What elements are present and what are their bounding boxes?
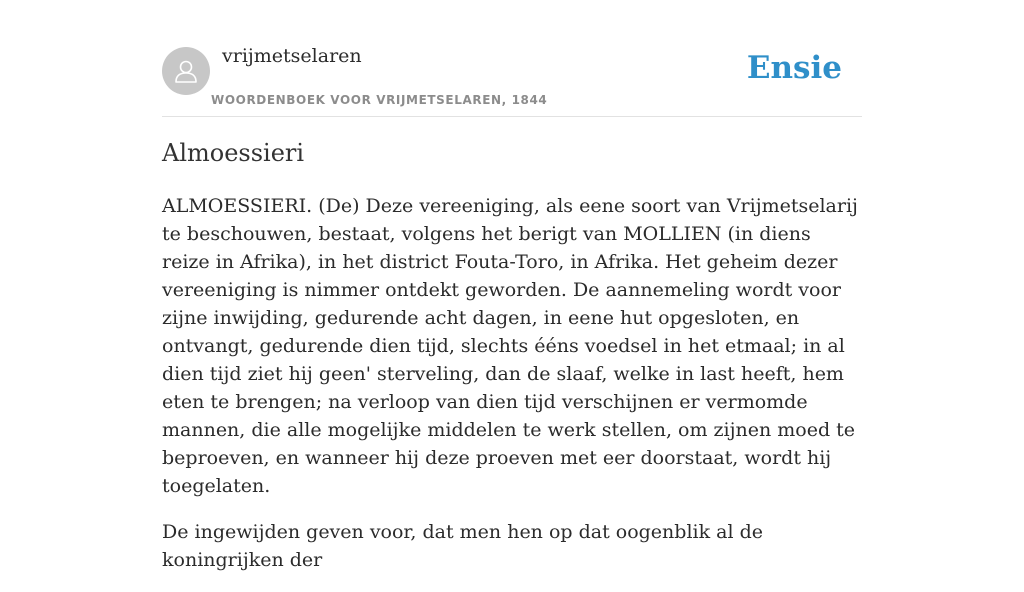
user-icon [171, 56, 201, 86]
ensie-logo[interactable]: Ensie [746, 50, 842, 86]
author-name[interactable]: vrijmetselaren [222, 45, 362, 67]
entry-header [162, 0, 862, 117]
body-paragraph: De ingewijden geven voor, dat men hen op dat oogenblik al de koningrijken der [162, 521, 764, 571]
entry-title: Almoessieri [162, 139, 305, 167]
author-avatar[interactable] [162, 47, 210, 95]
source-label[interactable]: WOORDENBOEK VOOR VRIJMETSELAREN, 1844 [211, 93, 548, 107]
content-container [162, 0, 862, 571]
body-paragraph: ALMOESSIERI. (De) Deze vereeniging, als eene soort van Vrijmetselarij te beschouwen, bestaat, volgens het berigt van MOLLIEN (in diens reize in Afrika), in het district Fouta-Toro, in Afrika. Het geheim dezer vereeniging is nimmer ontdekt geworden. De aannemeling wordt voor zijne inwijding, gedurende acht dagen, in eene hut opgesloten, en ontvangt, gedurende dien tijd, slechts ééns voedsel in het etmaal; in al dien tijd ziet hij geen' sterveling, dan de slaaf, welke in last heeft, hem eten te brengen; na verloop van dien tijd verschijnen er vermomde mannen, die alle mogelijke middelen te werk stellen, om zijnen moed te beproeven, en wanneer hij deze proeven met eer doorstaat, wordt hij toegelaten. [162, 195, 858, 497]
entry-body [162, 192, 862, 592]
